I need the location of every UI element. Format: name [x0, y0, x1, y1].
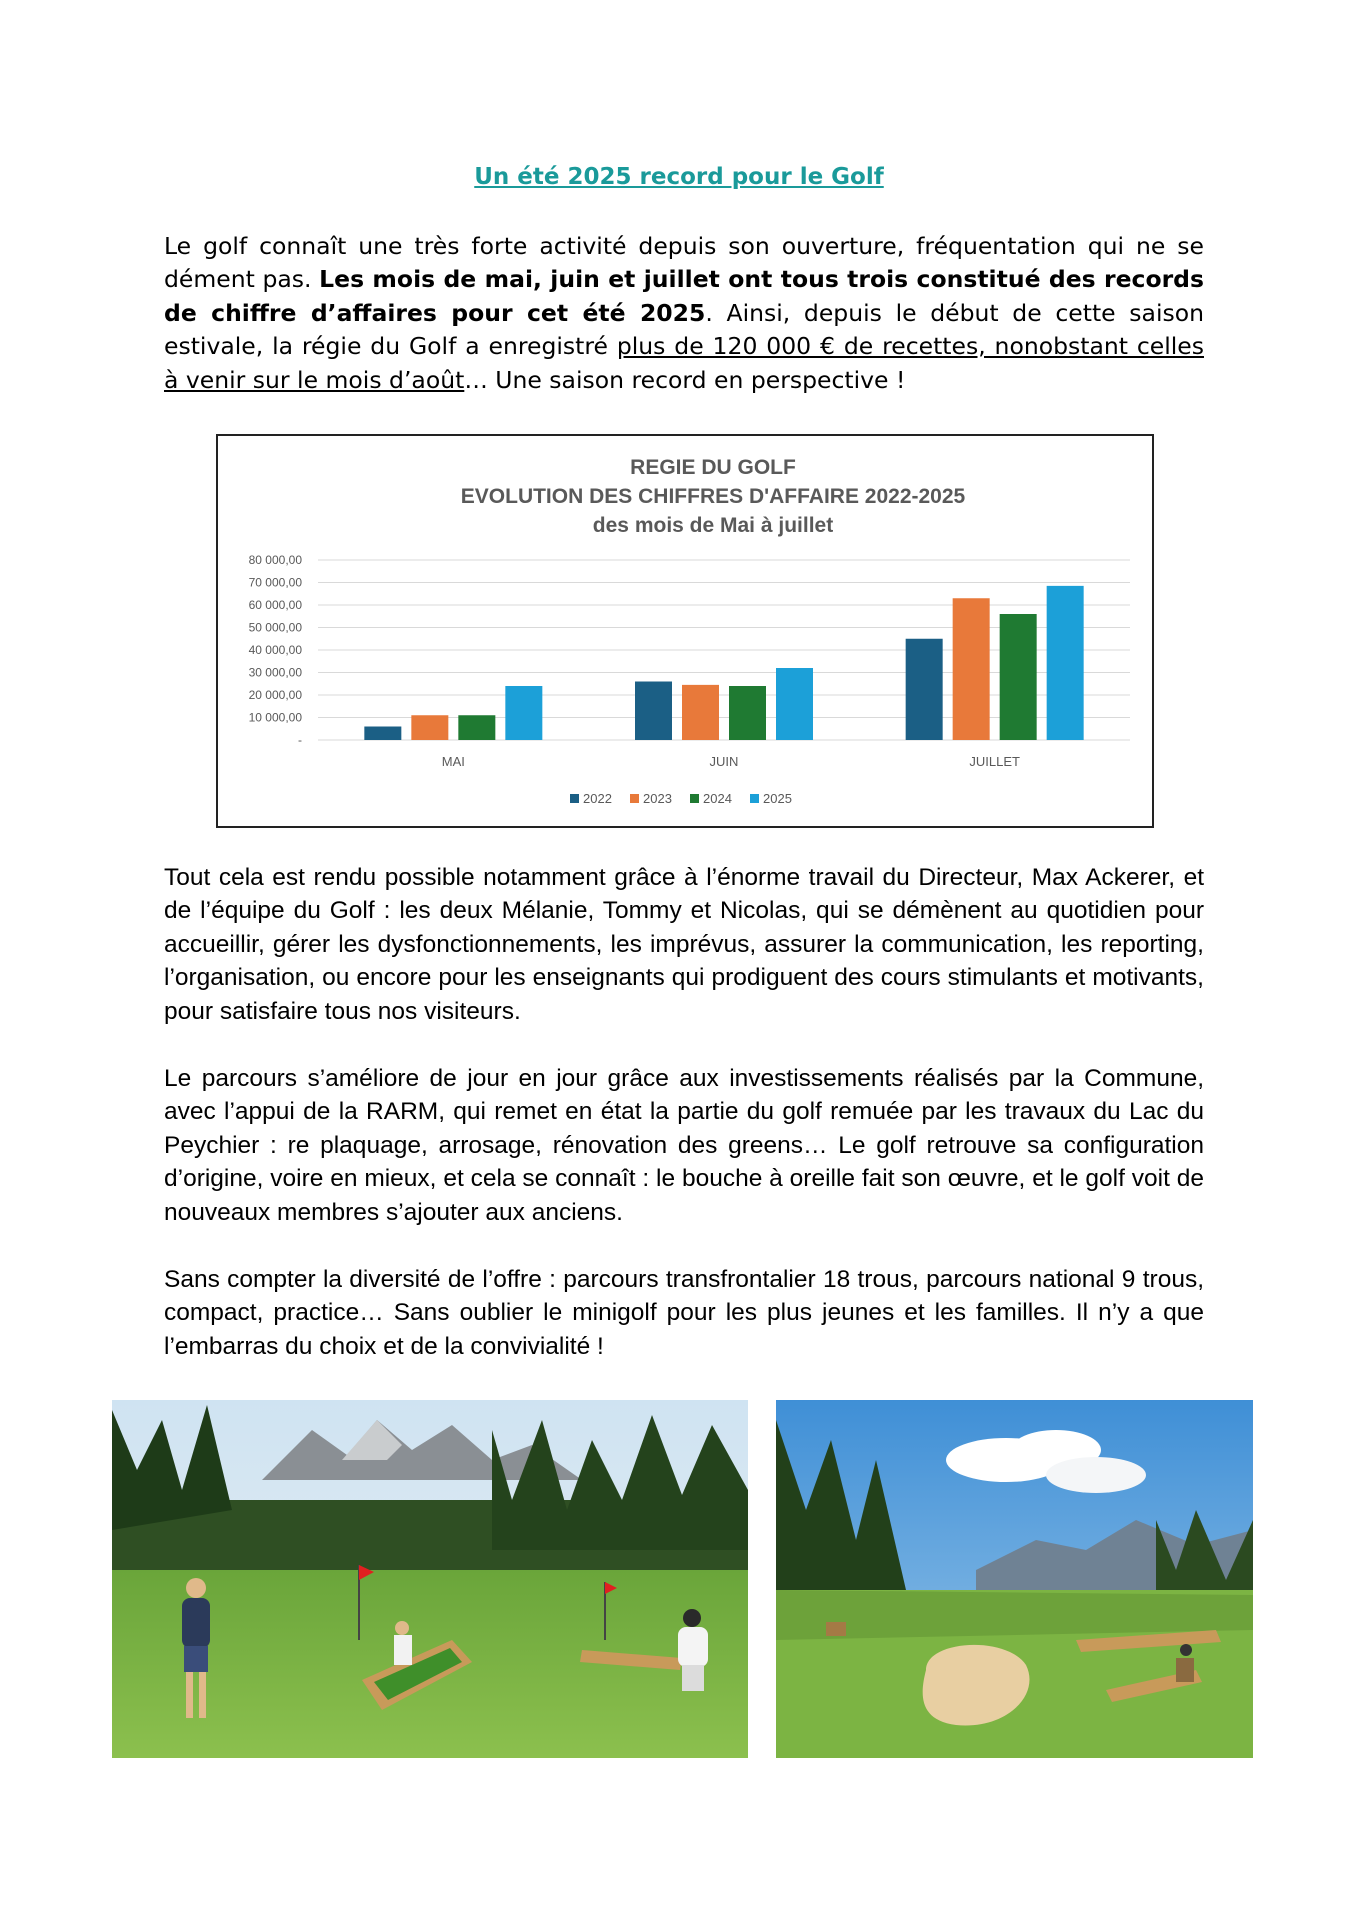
x-tick-label: JUILLET	[969, 754, 1020, 769]
bar-2025-juin	[776, 668, 813, 740]
bar-2025-mai	[505, 686, 542, 740]
legend-label: 2022	[583, 791, 612, 806]
bar-2024-juin	[729, 686, 766, 740]
revenue-chart	[216, 434, 1154, 828]
offer-paragraph: Sans compter la diversité de l’offre : parcours transfrontalier 18 trous, parcours national 9 trous, compact, practice… Sans oublier le minigolf pour les plus jeunes et les familles. Il n’y a que l’embarras du choix et de la convivialité !	[164, 1266, 1204, 1360]
y-tick-label: 70 000,00	[248, 575, 302, 590]
legend-label: 2025	[763, 791, 792, 806]
bar-2022-juillet	[906, 639, 943, 740]
bar-2023-juillet	[953, 598, 990, 740]
legend-label: 2024	[703, 791, 732, 806]
bar-2023-mai	[411, 715, 448, 740]
course-paragraph: Le parcours s’améliore de jour en jour grâce aux investissements réalisés par la Commune, avec l’appui de la RARM, qui remet en état la partie du golf remuée par les travaux du Lac du Peychier : re plaquage, arrosage, rénovation des greens… Le golf retrouve sa configuration d’origine, voire en mieux, et cela se connaît : le bouche à oreille fait son œuvre, et le golf voit de nouveaux membres s’ajouter aux anciens.	[164, 1065, 1204, 1226]
intro-text-underlined: plus de 120 000 € de recettes, nonobstant celles à venir sur le mois d’août	[164, 332, 1204, 394]
x-tick-label: JUIN	[709, 754, 739, 769]
minigolf-course-photo	[776, 1400, 1253, 1758]
intro-text-bold: Les mois de mai, juin et juillet ont tous trois constitué des records de chiffre d’affaires pour cet été 2025	[164, 265, 1204, 327]
chart-title-line: REGIE DU GOLF	[630, 456, 796, 479]
bar-2025-juillet	[1047, 586, 1084, 740]
bar-2024-mai	[458, 715, 495, 740]
y-tick-label: -	[298, 733, 302, 747]
legend-swatch-2022	[570, 794, 579, 803]
minigolf-players-photo	[112, 1400, 748, 1758]
page-title: Un été 2025 record pour le Golf	[474, 164, 884, 190]
y-tick-label: 40 000,00	[248, 643, 302, 657]
bar-2024-juillet	[1000, 614, 1037, 740]
y-tick-label: 10 000,00	[248, 710, 302, 725]
intro-text-a: Le golf connaît une très forte activité depuis son ouverture, fréquentation qui ne se dément pas.	[164, 232, 1204, 294]
x-tick-label: MAI	[441, 754, 465, 769]
y-tick-label: 80 000,00	[248, 553, 302, 567]
y-tick-label: 30 000,00	[248, 665, 302, 680]
intro-paragraph	[164, 230, 1204, 397]
y-tick-label: 50 000,00	[248, 620, 302, 635]
bar-2022-mai	[364, 727, 401, 741]
team-paragraph: Tout cela est rendu possible notamment grâce à l’énorme travail du Directeur, Max Ackerer, et de l’équipe du Golf : les deux Mélanie, Tommy et Nicolas, qui se démènent au quotidien pour accueillir, gérer les dysfonctionnements, les imprévus, assurer la communication, les reporting, l’organisation, ou encore pour les enseignants qui prodiguent des cours stimulants et motivants, pour satisfaire tous nos visiteurs.	[164, 864, 1204, 1025]
chart-title-line: EVOLUTION DES CHIFFRES D'AFFAIRE 2022-2025	[460, 485, 966, 508]
legend-swatch-2023	[630, 794, 639, 803]
legend-label: 2023	[643, 791, 672, 806]
legend-swatch-2024	[690, 794, 699, 803]
bar-2022-juin	[635, 682, 672, 741]
bar-2023-juin	[682, 685, 719, 740]
legend-swatch-2025	[750, 794, 759, 803]
intro-text-c: . Ainsi, depuis le début de cette saison estivale, la régie du Golf a enregistré	[164, 298, 1204, 361]
chart-title-line: des mois de Mai à juillet	[592, 514, 834, 537]
y-tick-label: 20 000,00	[248, 688, 302, 702]
chart-svg	[218, 436, 1152, 826]
intro-text-e: … Une saison record en perspective !	[464, 365, 906, 394]
y-tick-label: 60 000,00	[248, 598, 302, 612]
